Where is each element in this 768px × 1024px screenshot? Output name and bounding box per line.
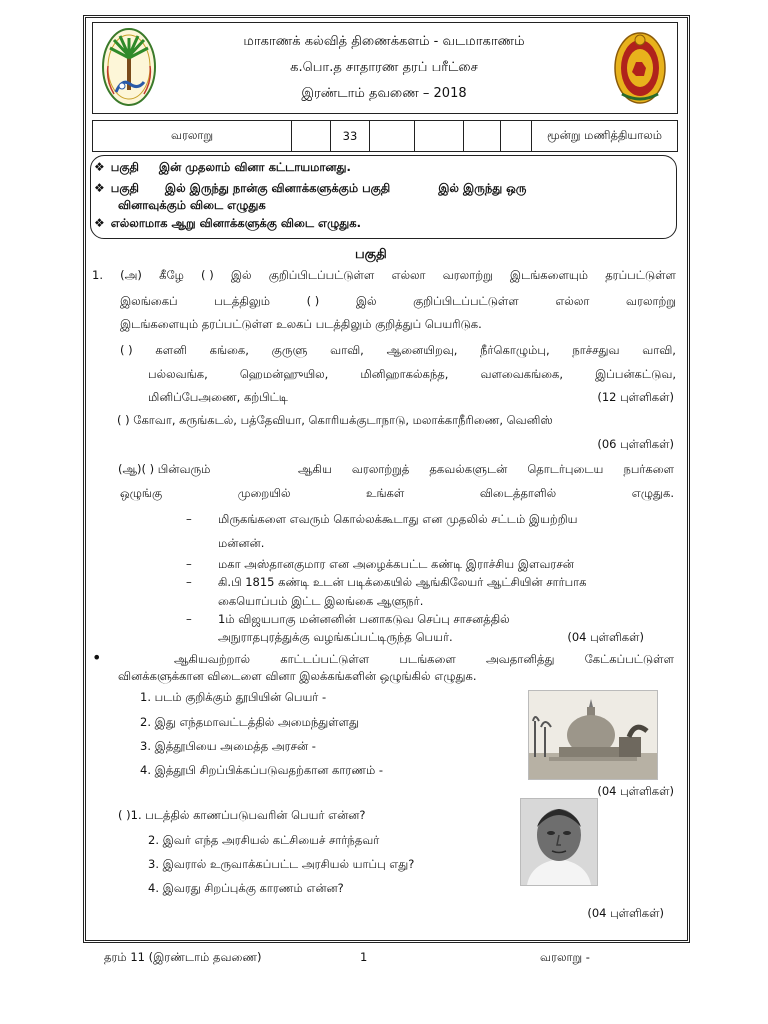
instruction-3: ❖ எல்லாமாக ஆறு வினாக்களுக்கு விடை எழுதுக. — [94, 216, 362, 230]
diamond-bullet-icon: ❖ — [94, 160, 105, 174]
instruction-1: ❖ பகுதி இன் முதலாம் வினா கட்டாயமானது. — [94, 160, 351, 174]
footer-grade: தரம் 11 (இரண்டாம் தவணை) — [104, 950, 262, 964]
round-bullet-icon: • — [92, 648, 102, 667]
q1b-item-2: மகா அஸ்தானகுமார என அழைக்கபட்ட கண்டி இராச்சிய இளவரசன் — [218, 557, 574, 571]
dash-marker: – — [186, 512, 192, 526]
q1c-b-3: 3. இவரால் உருவாக்கப்பட்ட அரசியல் யாப்பு எது? — [148, 857, 415, 871]
header-line-1: மாகாணக் கல்வித் திணைக்களம் - வடமாகாணம் — [243, 34, 525, 49]
q1b-item-4: 1ம் விஜயபாகு மன்னனின் பனாகடுவ செப்பு சாசனத்தில் — [218, 612, 510, 626]
q1c-b-4: 4. இவரது சிறப்புக்கு காரணம் என்ன? — [148, 881, 344, 895]
q1-places-line-1: ( ) களனி கங்கை, குருளு வாவி, ஆனையிறவு, நீர்கொழும்பு, நாச்சதுவ வாவி, — [120, 343, 676, 357]
q1b-line-2: ஒழுங்கு முறையில் உங்கள் விடைத்தாளில் எழுதுக. — [120, 486, 674, 500]
q1-places-line-3: மினிப்பேஅணை, கற்பிட்டி — [148, 390, 288, 404]
code-cell: 33 — [331, 121, 370, 151]
q1c-a-3: 3. இத்தூபியை அமைத்த அரசன் - — [140, 739, 316, 753]
marks-04: (04 புள்ளிகள்) — [597, 784, 674, 798]
portrait-photo — [520, 798, 598, 886]
q1b-item-3-cont: கையொப்பம் இட்ட இலங்கை ஆளுநர். — [218, 594, 424, 608]
q1b-item-1-cont: மன்னன். — [218, 536, 265, 550]
q1b-item-3: கி.பி 1815 கண்டி உடன் படிக்கையில் ஆங்கிலேயர் ஆட்சியின் சார்பாக — [218, 575, 587, 589]
dash-marker: – — [186, 557, 192, 571]
diamond-bullet-icon: ❖ — [94, 181, 105, 195]
q1-world-places: ( ) கோவா, கருங்கடல், பத்தேவியா, கொரியக்குடாநாடு, மலாக்காநீரிணை, வெனிஸ் — [117, 413, 553, 427]
q1c-b-2: 2. இவர் எந்த அரசியல் கட்சியைச் சார்ந்தவர் — [148, 833, 380, 847]
duration-cell: மூன்று மணித்தியாலம் — [546, 128, 663, 142]
header-line-2: க.பொ.த சாதாரண தரப் பரீட்சை — [290, 60, 478, 75]
q1c-b-1: ( )1. படத்தில் காணப்படுபவரின் பெயர் என்ன? — [118, 808, 366, 822]
stupa-image — [529, 691, 657, 779]
marks-04: (04 புள்ளிகள்) — [587, 906, 664, 920]
q1b-line-1-start: (ஆ)( ) பின்வரும் — [118, 462, 211, 476]
q1c-a-4: 4. இத்தூபி சிறப்பிக்கப்படுவதற்கான காரணம் - — [140, 763, 384, 777]
subject-cell: வரலாறு — [93, 121, 292, 151]
marks-04: (04 புள்ளிகள்) — [567, 630, 644, 644]
portrait-image — [521, 799, 597, 885]
header-line-3: இரண்டாம் தவணை – 2018 — [301, 86, 467, 101]
q1c-a-2: 2. இது எந்தமாவட்டத்தில் அமைந்துள்ளது — [140, 715, 359, 729]
marks-12: (12 புள்ளிகள்) — [597, 390, 674, 404]
exam-info-row — [92, 120, 678, 152]
q1c-line-1: ஆகியவற்றால் காட்டப்பட்டுள்ள படங்களை அவதானித்து கேட்கப்பட்டுள்ள — [174, 652, 674, 666]
instruction-2: ❖ பகுதி இல் இருந்து நான்கு வினாக்களுக்கும் பகுதி இல் இருந்து ஒரு — [94, 181, 527, 195]
q1b-item-4-cont: அநுராதபுரத்துக்கு வழங்கப்பட்டிருந்த பெயர். — [218, 630, 453, 644]
blank-cell — [464, 121, 501, 151]
blank-cell — [370, 121, 415, 151]
q1c-line-2: வினக்களுக்கான விடைளை வினா இலக்கங்களின் ஒழுங்கில் எழுதுக. — [118, 669, 477, 683]
marks-06: (06 புள்ளிகள்) — [597, 437, 674, 451]
diamond-bullet-icon: ❖ — [94, 216, 105, 230]
section-title: பகுதி — [355, 247, 387, 262]
q1b-line-1-rest: ஆகிய வரலாற்றுத் தகவல்களுடன் தொடர்புடைய நபர்களை — [298, 462, 674, 476]
blank-cell — [501, 121, 532, 151]
q1-places-line-2: பல்லவங்க, ஹெமன்ஹுயில, மினிஹாகல்கந்த, வளவைகங்கை, இப்பன்கட்டுவ, — [148, 367, 676, 381]
dash-marker: – — [186, 575, 192, 589]
blank-cell — [415, 121, 464, 151]
q1c-a-1: 1. படம் குறிக்கும் தூபியின் பெயர் - — [140, 690, 327, 704]
q1-line-1: 1. (அ) கீழே ( ) இல் குறிப்பிடப்பட்டுள்ள எல்லா வரலாற்று இடங்களையும் தரப்பட்டுள்ள — [92, 268, 676, 282]
stupa-photo — [528, 690, 658, 780]
footer-page-number: 1 — [360, 950, 368, 964]
footer-subject: வரலாறு - — [540, 950, 590, 964]
dash-marker: – — [186, 612, 192, 626]
blank-cell — [292, 121, 331, 151]
q1-line-2: இலங்கைப் படத்திலும் ( ) இல் குறிப்பிடப்பட்டுள்ள எல்லா வரலாற்று — [120, 294, 676, 308]
q1-line-3: இடங்களையும் தரப்பட்டுள்ள உலகப் படத்திலும் குறித்துப் பெயரிடுக. — [120, 317, 482, 331]
instruction-2-cont: வினாவுக்கும் விடை எழுதுக — [118, 198, 266, 212]
q1b-item-1: மிருகங்களை எவரும் கொல்லக்கூடாது என முதலில் சட்டம் இயற்றிய — [218, 512, 578, 526]
